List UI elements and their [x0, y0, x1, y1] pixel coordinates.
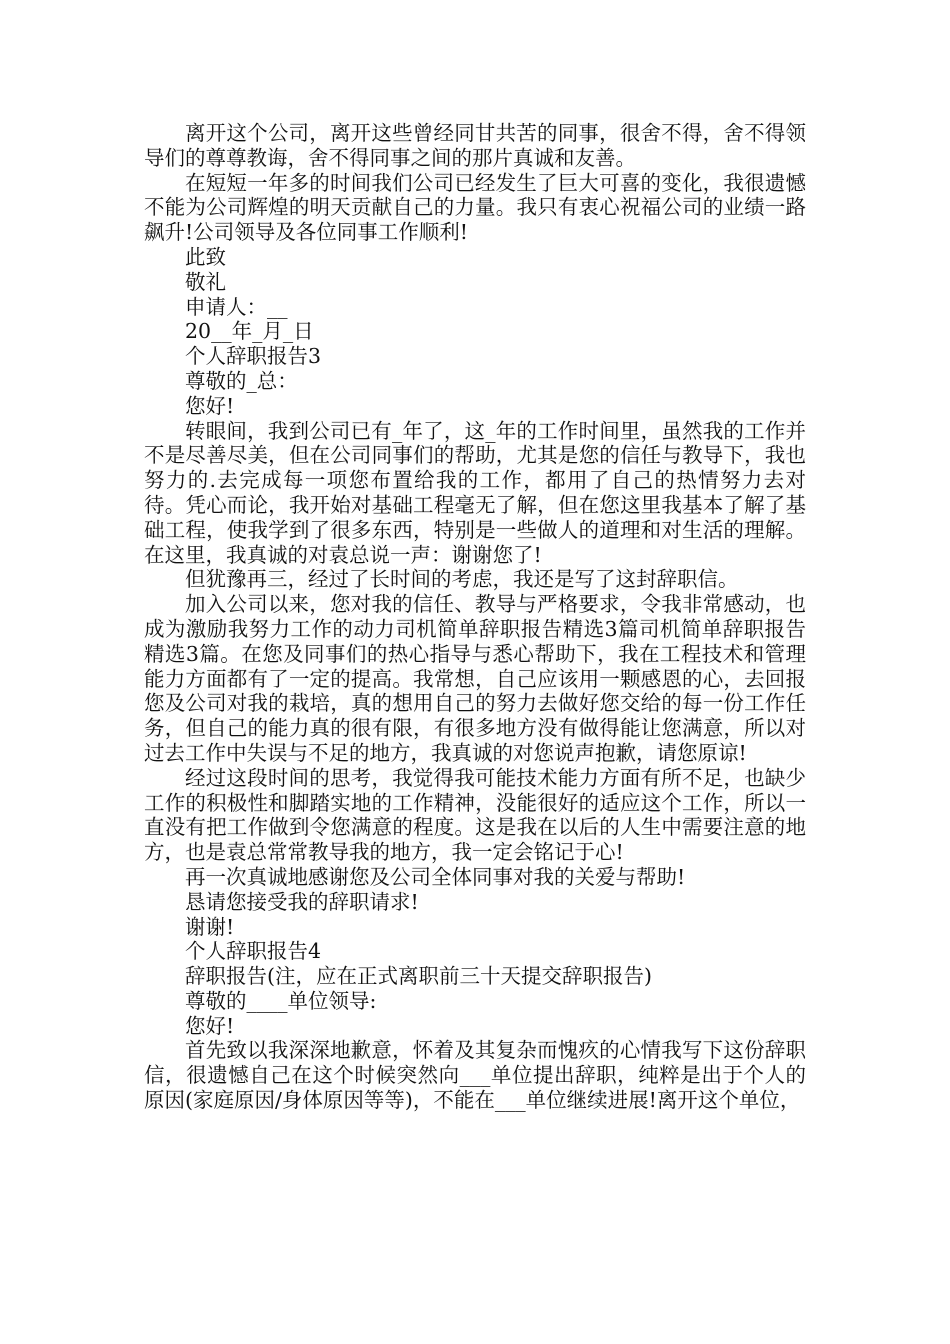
paragraph-farewell: 离开这个公司，离开这些曾经同甘共苦的同事，很舍不得，舍不得领导们的尊尊教诲，舍不得同事之间的那片真诚和友善。	[144, 121, 806, 170]
section-title-4: 个人辞职报告4	[185, 939, 322, 964]
applicant-line: 申请人：__	[185, 294, 288, 319]
paragraph-time-at-company: 转眼间，我到公司已有_年了，这_年的工作时间里，虽然我的工作并不是尽善尽美，但在公司同事们的帮助，尤其是您的信任与教导下，我也努力的.去完成每一项您布置给我的工作，都用了自己的热情努力去对待。凭心而论，我开始对基础工程毫无了解，但在您这里我基本了解了基础工程，使我学到了很多东西，特别是一些做人的道理和对生活的理解。在这里，我真诚的对袁总说一声：谢谢您了!	[144, 418, 806, 567]
paragraph-reflection: 经过这段时间的思考，我觉得我可能技术能力方面有所不足，也缺少工作的积极性和脚踏实地的工作精神，没能很好的适应这个工作，所以一直没有把工作做到令您满意的程度。这是我在以后的人生中需要注意的地方，也是袁总常常教导我的地方，我一定会铭记于心!	[144, 765, 806, 865]
salutation: 尊敬的_总：	[185, 368, 298, 393]
document-body	[144, 121, 806, 1113]
paragraph-request: 恳请您接受我的辞职请求!	[185, 889, 419, 914]
paragraph-blessing: 在短短一年多的时间我们公司已经发生了巨大可喜的变化，我很遗憾不能为公司辉煌的明天贡献自己的力量。我只有衷心祝福公司的业绩一路飙升!公司领导及各位同事工作顺利!	[144, 170, 806, 245]
paragraph-hesitation: 但犹豫再三，经过了长时间的考虑，我还是写了这封辞职信。	[185, 567, 739, 592]
report-note: 辞职报告(注，应在正式离职前三十天提交辞职报告)	[185, 964, 652, 989]
salutation-unit: 尊敬的____单位领导:	[185, 988, 377, 1013]
closing-cizhi: 此致	[185, 244, 226, 269]
greeting-2: 您好!	[185, 1013, 235, 1038]
paragraph-thanks-again: 再一次真诚地感谢您及公司全体同事对我的关爱与帮助!	[185, 864, 686, 889]
closing-jingli: 敬礼	[185, 269, 226, 294]
greeting: 您好!	[185, 393, 235, 418]
date-line: 20__年_月_日	[185, 319, 314, 344]
section-title-3: 个人辞职报告3	[185, 344, 322, 369]
paragraph-thank-you: 谢谢!	[185, 914, 235, 939]
paragraph-apology: 首先致以我深深地歉意，怀着及其复杂而愧疚的心情我写下这份辞职信，很遗憾自己在这个时候突然向___单位提出辞职，纯粹是出于个人的原因(家庭原因/身体原因等等)，不能在___单位继续进展!离开这个单位，	[144, 1038, 806, 1113]
paragraph-gratitude: 加入公司以来，您对我的信任、教导与严格要求，令我非常感动，也成为激励我努力工作的动力司机简单辞职报告精选3篇司机简单辞职报告精选3篇。在您及同事们的热心指导与悉心帮助下，我在工程技术和管理能力方面都有了一定的提高。我常想，自己应该用一颗感恩的心，去回报您及公司对我的栽培，真的想用自己的努力去做好您交给的每一份工作任务，但自己的能力真的很有限，有很多地方没有做得能让您满意，所以对过去工作中失误与不足的地方，我真诚的对您说声抱歉，请您原谅!	[144, 592, 806, 765]
